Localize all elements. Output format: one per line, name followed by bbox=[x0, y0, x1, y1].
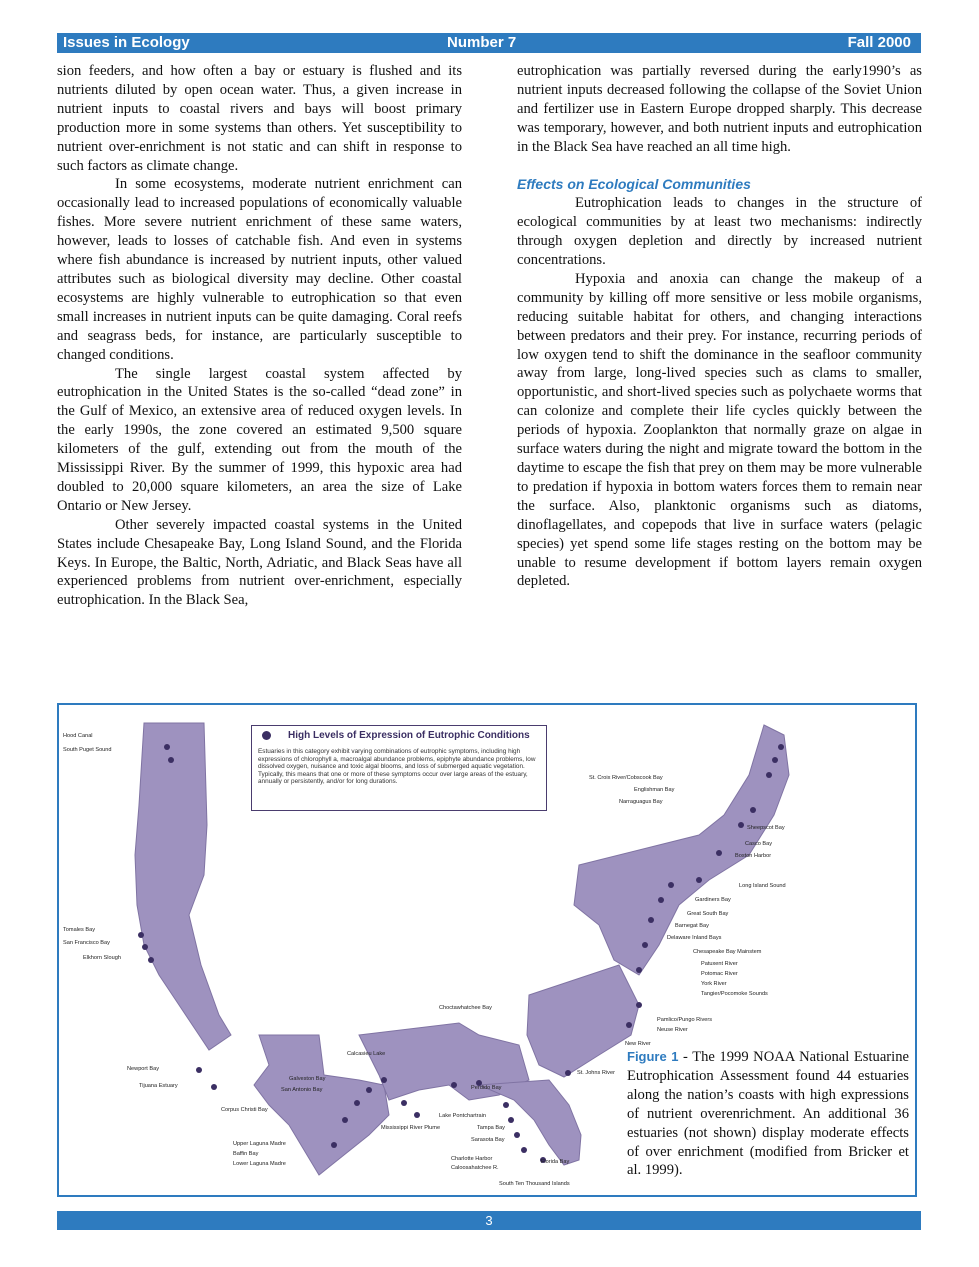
left-column bbox=[57, 62, 462, 610]
issue-date: Fall 2000 bbox=[847, 34, 911, 51]
estuary-label: Sheepscot Bay bbox=[747, 825, 785, 831]
legend-marker-icon bbox=[262, 731, 271, 740]
estuary-label: Gardiners Bay bbox=[695, 897, 731, 903]
paragraph: Eutrophication leads to changes in the structure of ecological communities by at least two mechanisms: indirectly through oxygen depletion and directly by increased nutrient concentrations. bbox=[517, 195, 922, 269]
estuary-label: New River bbox=[625, 1041, 651, 1047]
page-footer bbox=[57, 1211, 921, 1230]
paragraph: Other severely impacted coastal systems in the United States include Chesapeake Bay, Long Island Sound, and the Florida Keys. In Europe, the Baltic, North, Adriatic, and Black Seas have all experienced problems from nutrient over-enrichment, especially eutrophication. In the Black Sea, bbox=[57, 516, 462, 609]
estuary-label: Galveston Bay bbox=[289, 1076, 326, 1082]
estuary-dot bbox=[138, 932, 144, 938]
estuary-label: San Francisco Bay bbox=[63, 940, 110, 946]
estuary-label: Delaware Inland Bays bbox=[667, 935, 722, 941]
estuary-dot bbox=[366, 1087, 372, 1093]
estuary-dot bbox=[354, 1100, 360, 1106]
estuary-dot bbox=[503, 1102, 509, 1108]
map-legend bbox=[251, 725, 547, 811]
figure-1 bbox=[57, 703, 917, 1197]
estuary-label: St. Croix River/Cobscook Bay bbox=[589, 775, 663, 781]
paragraph: Hypoxia and anoxia can change the makeup of a community by killing off more sensitive or less mobile organisms, reducing suitable habitat for others, and changing interactions between predators and their prey. For instance, recurring periods of low oxygen tend to shift the dominance in the seafloor community away from large, long-lived species such as clams to smaller, opportunistic, and short-lived species such as polychaete worms that can colonize and complete their life cycles quickly between the periods of hypoxia. Zooplankton that normally graze on algae in surface waters during the night and migrate toward the bottom in the daytime to escape the fish that prey on them may be more vulnerable to predation if hypoxia in bottom waters forces them to remain near the surface. Also, planktonic organisms such as diatoms, dinoflagellates, and copepods that live in surface waters (pelagic species) yet spend some life stages resting on the bottom may be unable to resume development if bottom layers remain oxygen depleted. bbox=[517, 270, 922, 590]
estuary-dot bbox=[142, 944, 148, 950]
estuary-dot bbox=[766, 772, 772, 778]
estuary-label: Caloosahatchee R. bbox=[451, 1165, 499, 1171]
west-coast-states bbox=[135, 723, 231, 1050]
estuary-dot bbox=[772, 757, 778, 763]
estuary-label: Perdido Bay bbox=[471, 1085, 502, 1091]
estuary-dot bbox=[401, 1100, 407, 1106]
paragraph: The single largest coastal system affected by eutrophication in the United States is the so-called “dead zone” in the Gulf of Mexico, an extensive area of reduced oxygen levels. In the early 1990s, the zone covered an estimated 9,500 square kilometers of the gulf, extending out from the mouth of the Mississippi River. By the summer of 1999, this hypoxic area had doubled to 20,000 square kilometers, an area the size of Lake Ontario or New Jersey. bbox=[57, 365, 462, 514]
section-heading: Effects on Ecological Communities bbox=[517, 176, 751, 193]
estuary-label: Lower Laguna Madre bbox=[233, 1161, 286, 1167]
estuary-label: Upper Laguna Madre bbox=[233, 1141, 286, 1147]
estuary-dot bbox=[750, 807, 756, 813]
legend-title: High Levels of Expression of Eutrophic Conditions bbox=[288, 730, 530, 741]
estuary-label: Casco Bay bbox=[745, 841, 773, 847]
estuary-dot bbox=[331, 1142, 337, 1148]
page-number: 3 bbox=[485, 1213, 493, 1228]
estuary-label: Tijuana Estuary bbox=[139, 1083, 178, 1089]
estuary-dot bbox=[211, 1084, 217, 1090]
estuary-label: Baffin Bay bbox=[233, 1151, 259, 1157]
issue-number: Number 7 bbox=[447, 34, 517, 51]
estuary-dot bbox=[148, 957, 154, 963]
paragraph: In some ecosystems, moderate nutrient enrichment can occasionally lead to increased populations of economically valuable fishes. More severe nutrient enrichment of these same waters, however, leads to losses of catchable fish. And even in systems where fish abundance is increased by nutrient inputs, other valued attributes such as biological diversity may decline. Other coastal ecosystems are highly vulnerable to eutrophication so that even small increases in nutrient inputs can be quite damaging. Coral reefs and seagrass beds, for instance, are particularly susceptible to changed conditions. bbox=[57, 176, 462, 363]
estuary-dot bbox=[565, 1070, 571, 1076]
estuary-dot bbox=[342, 1117, 348, 1123]
estuary-label: Neuse River bbox=[657, 1027, 688, 1033]
estuary-dot bbox=[668, 882, 674, 888]
estuary-label: Great South Bay bbox=[687, 911, 729, 917]
caption-text: - The 1999 NOAA National Estuarine Eutrophication Assessment found 44 estuaries along the nation’s coasts with high expressions of nutrient overenrichment. An additional 36 estuaries (not shown) display moderate effects of over enrichment (modified from Bricker et al. 1999). bbox=[627, 1049, 909, 1179]
estuary-dot bbox=[716, 850, 722, 856]
estuary-label: Potomac River bbox=[701, 971, 738, 977]
figure-caption bbox=[627, 1048, 909, 1180]
estuary-label: St. Johns River bbox=[577, 1070, 615, 1076]
estuary-dot bbox=[508, 1117, 514, 1123]
estuary-dot bbox=[636, 967, 642, 973]
estuary-label: Long Island Sound bbox=[739, 883, 786, 889]
estuary-dot bbox=[778, 744, 784, 750]
right-column bbox=[517, 62, 922, 591]
estuary-label: Calcasieu Lake bbox=[347, 1051, 386, 1057]
southeast-atlantic bbox=[527, 965, 639, 1077]
estuary-label: Hood Canal bbox=[63, 733, 93, 739]
estuary-label: Boston Harbor bbox=[735, 853, 772, 859]
estuary-label: Tomales Bay bbox=[63, 927, 96, 933]
estuary-label: South Ten Thousand Islands bbox=[499, 1181, 570, 1187]
paragraph: sion feeders, and how often a bay or estuary is flushed and its nutrients diluted by open ocean water. Thus, a given increase in nutrient inputs to coastal rivers and bays will boost primary production more in some systems than others. Yet susceptibility to nutrient over-enrichment is not static and can shift in response to such factors as climate change. bbox=[57, 63, 462, 174]
estuary-label: Englishman Bay bbox=[634, 787, 675, 793]
estuary-label: South Puget Sound bbox=[63, 747, 112, 753]
estuary-dot bbox=[636, 1002, 642, 1008]
legend-description: Estuaries in this category exhibit varying combinations of eutrophic symptoms, including high expressions of chlorophyll a, macroalgal abundance problems, epiphyte abundance problems, low dissolved oxygen, nuisance and toxic algal blooms, and loss of submerged aquatic vegetation. Typically, this means that one or more of these symptoms occur over large areas of the estuary, annually or persistently, and/or for long durations. bbox=[258, 748, 536, 786]
estuary-dot bbox=[648, 917, 654, 923]
estuary-dot bbox=[381, 1077, 387, 1083]
estuary-label: Florida Bay bbox=[541, 1159, 570, 1165]
estuary-label: Narraguagus Bay bbox=[619, 799, 663, 805]
estuary-dot bbox=[451, 1082, 457, 1088]
estuary-label: Tangier/Pocomoke Sounds bbox=[701, 991, 768, 997]
estuary-label: Tampa Bay bbox=[477, 1125, 505, 1131]
estuary-dot bbox=[642, 942, 648, 948]
running-header bbox=[57, 33, 921, 53]
estuary-label: Elkhorn Slough bbox=[83, 955, 121, 961]
estuary-dot bbox=[196, 1067, 202, 1073]
figure-label: Figure 1 bbox=[627, 1049, 679, 1064]
paragraph: eutrophication was partially reversed during the early1990’s as nutrient inputs decreased following the collapse of the Soviet Union and fertilizer use in Eastern Europe dropped sharply. This decrease was temporary, however, and both nutrient inputs and eutrophication in the Black Sea have reached an all time high. bbox=[517, 63, 922, 155]
estuary-dot bbox=[626, 1022, 632, 1028]
estuary-label: Patuxent River bbox=[701, 961, 738, 967]
estuary-label: Sarasota Bay bbox=[471, 1137, 505, 1143]
journal-title: Issues in Ecology bbox=[63, 34, 190, 51]
estuary-dot bbox=[164, 744, 170, 750]
estuary-dot bbox=[658, 897, 664, 903]
estuary-label: Corpus Christi Bay bbox=[221, 1107, 268, 1113]
estuary-dot bbox=[414, 1112, 420, 1118]
estuary-dot bbox=[168, 757, 174, 763]
estuary-label: Choctawhatchee Bay bbox=[439, 1005, 492, 1011]
estuary-label: Charlotte Harbor bbox=[451, 1156, 493, 1162]
estuary-label: Newport Bay bbox=[127, 1066, 160, 1072]
estuary-label: Barnegat Bay bbox=[675, 923, 709, 929]
estuary-dot bbox=[696, 877, 702, 883]
estuary-label: San Antonio Bay bbox=[281, 1087, 323, 1093]
estuary-label: Pamlico/Pungo Rivers bbox=[657, 1017, 713, 1023]
estuary-dot bbox=[738, 822, 744, 828]
estuary-label: Lake Pontchartrain bbox=[439, 1113, 486, 1119]
estuary-label: York River bbox=[701, 981, 727, 987]
estuary-dot bbox=[514, 1132, 520, 1138]
estuary-label: Chesapeake Bay Mainstem bbox=[693, 949, 762, 955]
estuary-label: Mississippi River Plume bbox=[381, 1125, 441, 1131]
estuary-dot bbox=[521, 1147, 527, 1153]
